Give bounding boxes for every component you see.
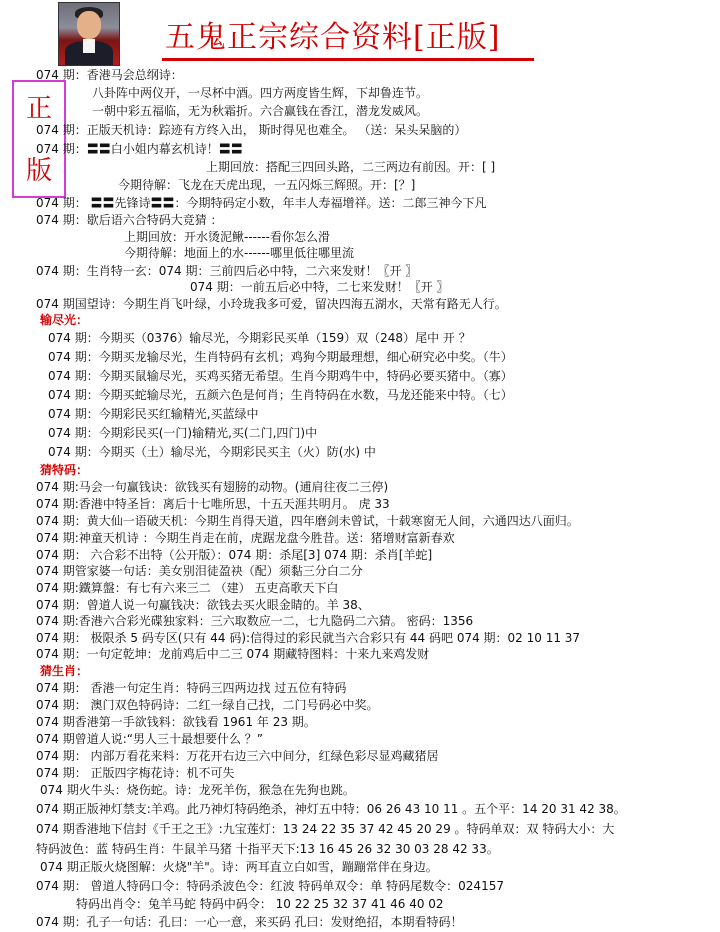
text-line: 074 期香港地下信封《千王之王》:九宝莲灯：13 24 22 35 37 42 45 20 29 。特码单双：双 特码大小：大 [36, 822, 615, 836]
text-line: 特码波色：蓝 特码生肖：牛鼠羊马猪 十指平天下:13 16 45 26 32 30 03 28 42 33。 [36, 842, 499, 856]
text-line: 074 期：一句定乾坤：龙前鸡后中二三 074 期藏特图料：十来九来鸡发财 [36, 647, 430, 661]
text-line: 074 期： 香港一句定生肖：特码三四两边找 过五位有特码 [36, 681, 347, 695]
text-line: 074 期管家婆一句话：美女别泪徒盈袂（配）须黏三分白二分 [36, 564, 363, 578]
text-line: 074 期国望诗：今期生肖飞叶绿，小玲珑我多可爱，留决四海五湖水，天常有路无人行。 [36, 297, 507, 311]
text-line: 074 期： 六合彩不出特（公开版）：074 期：杀尾[3] 074 期：杀肖[羊蛇] [36, 548, 433, 562]
text-line: 上期回放：搭配三四回头路，二三两边有前因。开：[ ] [206, 160, 496, 174]
portrait-photo [58, 2, 120, 66]
text-line: 074 期： 正版四字梅花诗：机不可失 [36, 766, 235, 780]
text-line: 074 期:鐵算盤：有七有六来三二 （建） 五吏高歌天下白 [36, 581, 339, 595]
text-line: 特码出肖令：兔羊马蛇 特码中码令： 10 22 25 32 37 41 46 40 02 [76, 897, 444, 911]
text-line: 074 期：〓〓白小姐内幕玄机诗！〓〓 [36, 142, 243, 156]
text-line: 074 期： 曾道人特码口令：特码杀波色令：红波 特码单双令：单 特码尾数令：024157 [36, 879, 504, 893]
text-line: 074 期：今期彩民买红输精光,买蓝绿中 [48, 407, 259, 421]
text-line: 074 期:香港六合彩光碟独家料：三六取数应一二，七九隐码二六猜。 密码：1356 [36, 614, 474, 628]
title-underline [162, 58, 534, 61]
text-line: 074 期：正版天机诗：踪迹有方终入出， 斯时得见也难全。 （送：呆头呆脑的） [36, 123, 467, 137]
text-line: 074 期正版火烧图解：火烧"羊"。诗：两耳直立白如雪，蹦蹦常伴在身边。 [40, 860, 438, 874]
text-line: 074 期：黄大仙一语破天机：今期生肖得天道，四年磨剑未曾试，十载寒窗无人间，六通四达八面归。 [36, 514, 579, 528]
text-line: 074 期：今期彩民买(一门)输精光,买(二门,四门)中 [48, 426, 318, 440]
genuine-stamp [12, 80, 66, 198]
text-line: 074 期香港第一手欲钱料：欲钱看 1961 年 23 期。 [36, 715, 316, 729]
section-header: 猜生肖： [40, 664, 89, 678]
text-line: 074 期： 内部万看花来料：万花开右边三六中间分，红绿色彩尽显鸡藏猪居 [36, 749, 439, 763]
section-header: 猜特码： [40, 463, 89, 477]
text-line: 一朝中彩五福临，无为秋霜折。六合赢钱在香江，潜龙发威风。 [92, 104, 429, 118]
text-line: 074 期： 澳门双色特码诗：二红一绿自己找，二门号码必中奖。 [36, 698, 379, 712]
text-line: 074 期：今期买龙输尽光，生肖特码有玄机；鸡狗今期最理想，细心研究必中奖。（牛） [48, 350, 513, 364]
text-line: 074 期：今期买鼠输尽光，买鸡买猪无希望。生肖今期鸡牛中，特码必要买猪中。（寡） [48, 369, 513, 383]
text-line: 今期待解：飞龙在天虎出现，一五闪烁三辉照。开：[？] [118, 178, 416, 192]
text-line: 今期待解：地面上的水------哪里低往哪里流 [124, 246, 354, 260]
text-line: 074 期：生肖特一玄：074 期：三前四后必中特，二六来发财！〖开 〗 [36, 264, 418, 278]
text-line: 074 期火牛头：烧伤蛇。诗：龙死羊伤，猴急在先狗也跳。 [40, 783, 355, 797]
text-line: 074 期：今期买（土）输尽光，今期彩民买主（火）防(水) 中 [48, 445, 376, 459]
text-line: 074 期： 〓〓先锋诗〓〓：今期特码定小数，年丰人寿福增祥。送：二郎三神今下凡 [36, 196, 487, 210]
text-line: 074 期曾道人说:“男人三十最想要什么 ？” [36, 732, 264, 746]
text-line: 074 期：孔子一句话：孔曰：一心一意，来买码 孔曰：发财绝招，本期看特码！ [36, 915, 463, 929]
page-title: 五鬼正宗综合资料[正版] [165, 20, 501, 55]
text-line: 074 期：今期买蛇输尽光，五颜六色是何肖；生肖特码在水数，马龙还能来中特。（七） [48, 388, 513, 402]
text-line: 074 期正版神灯禁支:羊鸡。此乃神灯特码绝杀，神灯五中特：06 26 43 10 11 。五个平：14 20 31 42 38。 [36, 802, 626, 816]
text-line: 074 期:香港中特圣旨：离后十七唯所思，十五天涯共明月。 虎 33 [36, 497, 390, 511]
text-line: 074 期：曾道人说一句赢钱决：欲钱去买火眼金睛的。羊 38、 [36, 598, 370, 612]
text-line: 074 期： 极限杀 5 码专区(只有 44 码):信得过的彩民就当六合彩只有 44 码吧 074 期：02 10 11 37 [36, 631, 581, 645]
text-line: 074 期：歇后语六合特码大竞猜 ： [36, 213, 223, 227]
stamp-char-1: 正 [25, 94, 52, 124]
text-line: 074 期：一前五后必中特，二七来发财！〖开 〗 [190, 280, 449, 294]
text-line: 上期回放：开水烫泥鳅------看你怎么滑 [124, 230, 330, 244]
stamp-char-2: 版 [25, 156, 52, 186]
text-line: 074 期：香港马会总纲诗： [36, 68, 183, 82]
section-header: 输尽光： [40, 313, 89, 327]
text-line: 074 期:马会一句赢钱诀：欲钱买有翅膀的动物。(逋肩往夜二三停) [36, 480, 389, 494]
text-line: 八卦阵中两仪开，一尽杯中酒。四方两度皆生辉，下却鲁连节。 [92, 86, 429, 100]
text-line: 074 期:神童天机诗 ：今期生肖走在前，虎踞龙盘今胜昔。送：猪增财富新春欢 [36, 531, 455, 545]
text-line: 074 期：今期买（0376）输尽光，今期彩民买单（159）双（248）尾中 开 ？ [48, 331, 471, 345]
